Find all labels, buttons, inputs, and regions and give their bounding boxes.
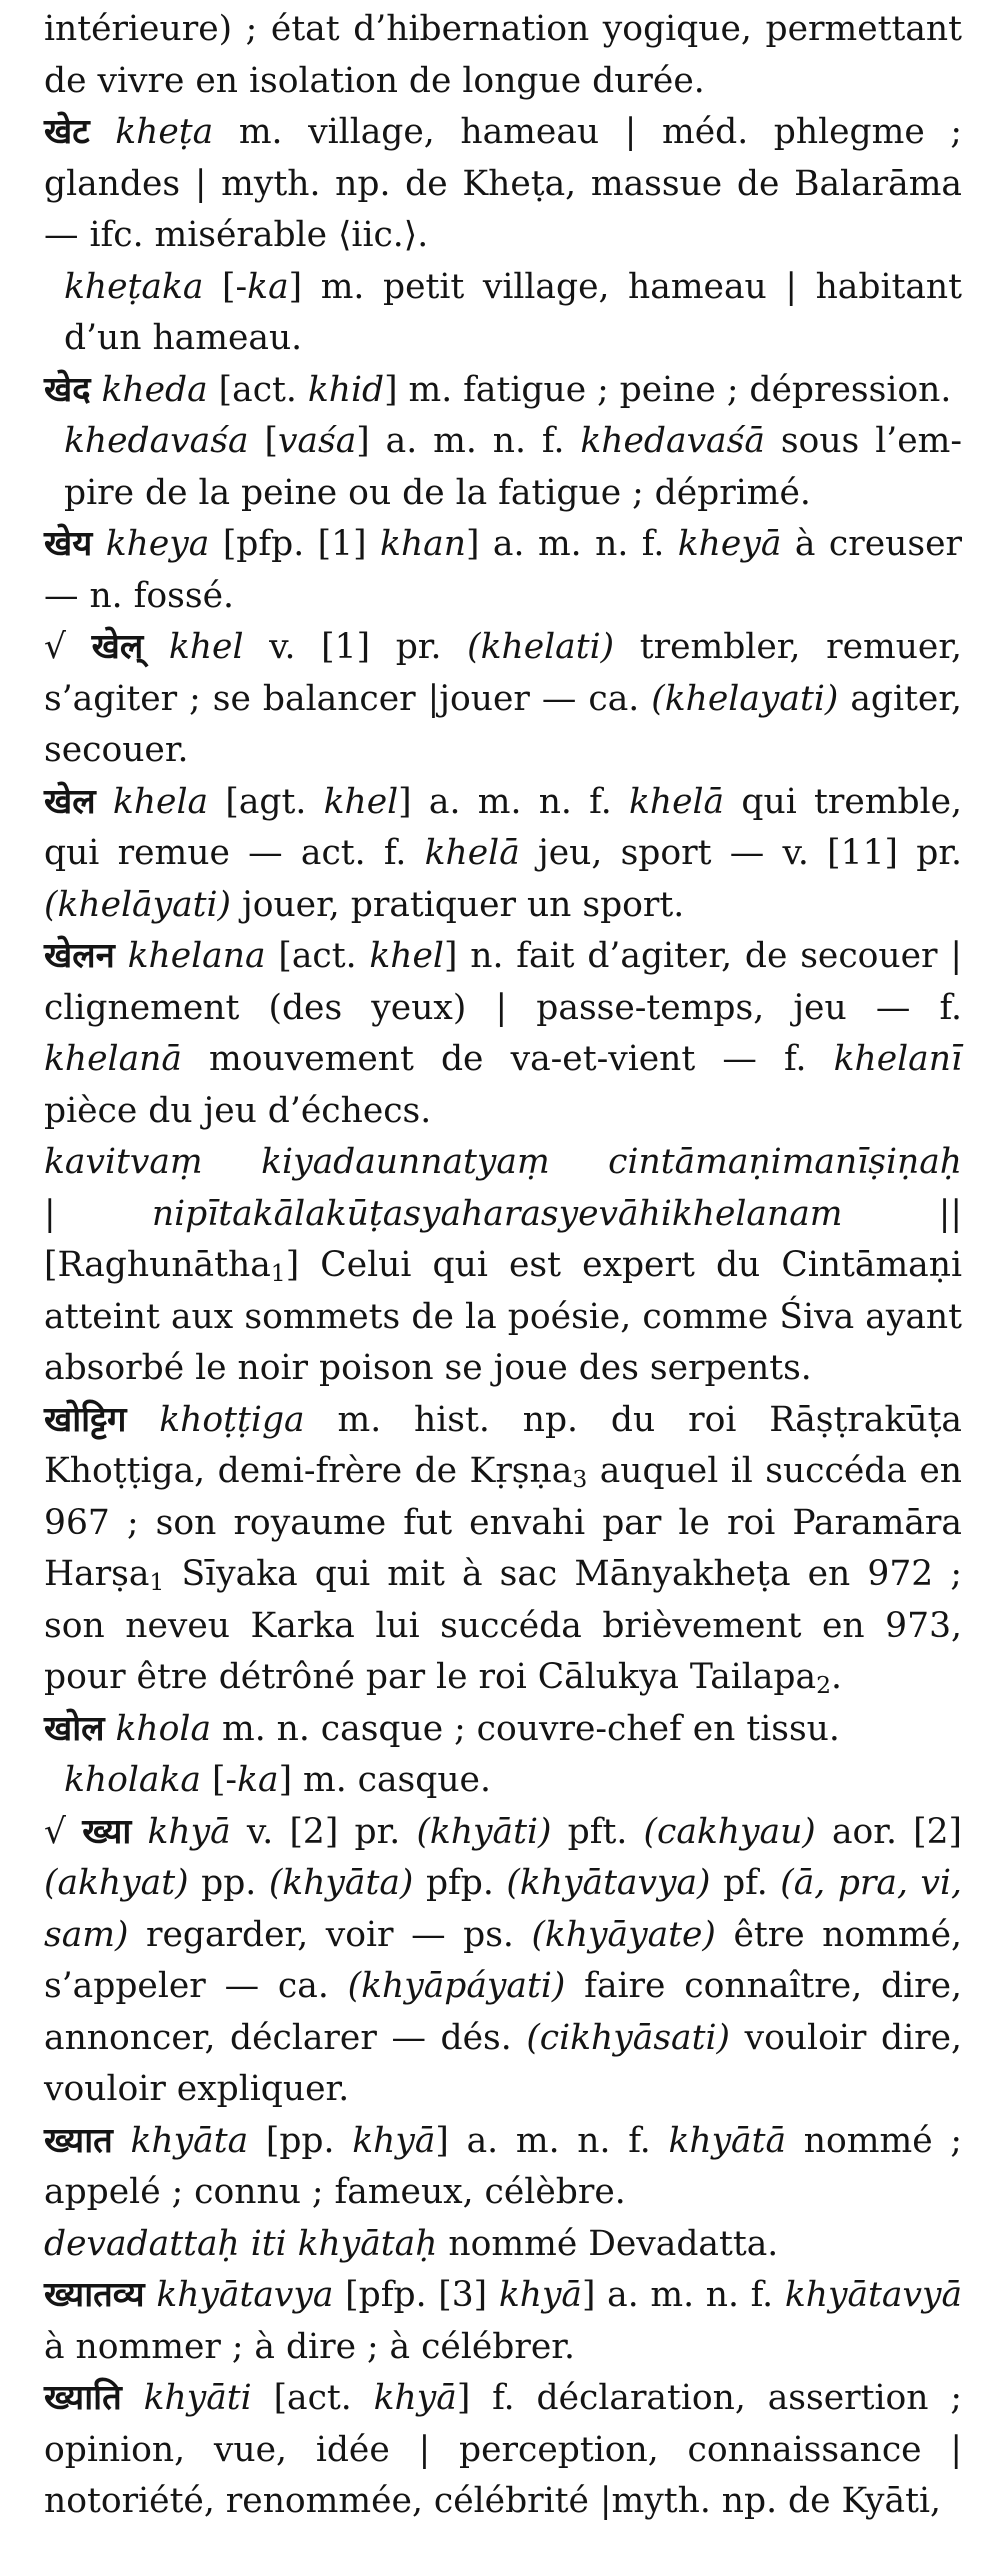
headword-devanagari: खेल् [91,627,144,667]
entry-text: à nommer ; à dire ; à célébrer. [44,2326,575,2367]
entry-kheta [44,107,962,262]
entry-text: pf. [710,1863,781,1903]
italic-term: khelanā [44,1039,182,1079]
entry-text: ] a. m. n. f. [356,421,581,461]
italic-term: (cakhyau) [643,1811,816,1852]
entry-khola [44,1704,962,1756]
entry-text: auquel il succéda en 967 ; son royaume fut envahi par le roi Paramāra Harṣa [44,1451,962,1594]
italic-term: kholaka [64,1760,201,1800]
headword-devanagari: खेल [44,781,96,822]
entry-text: pft. [551,1811,644,1852]
entry-text: √ [44,1811,83,1852]
entry-kheda [44,365,962,417]
entry-hibernation-cont [44,4,962,107]
entry-text: [pp. [248,2120,353,2161]
entry-text [143,627,169,667]
italic-term: khelanī [833,1039,962,1079]
italic-term: khyāti [143,2378,252,2418]
entry-text: m. village, hameau | méd. phlegme ; glandes | myth. np. de Kheṭa, massue de Balarāma — ifc. misérable ⟨iic.⟩. [44,112,962,255]
italic-term: (khyāti) [416,1811,552,1852]
entry-text: vouloir dire, vouloir expliquer. [44,2017,962,2109]
entry-text: qui tremble, qui remue — act. f. [44,781,963,873]
headword-devanagari: ख्यात [44,2120,113,2161]
subscript-index: 2 [816,1671,831,1700]
entry-text: aor. [2] [815,1811,963,1852]
entry-khel-root [44,622,962,777]
entries-section-2 [44,1395,962,2528]
entry-kholaka [44,1755,962,1807]
quote-line-2-text: nipītakālakūṭasyaharasyevāhikhelanam [151,1193,843,1234]
entry-khyata [44,2116,962,2219]
entry-text [131,1812,147,1852]
italic-term: khelā [628,781,725,822]
subscript-index: 1 [149,1568,165,1597]
italic-term: khelā [424,833,520,873]
italic-term: khedavaśā [580,421,765,461]
entry-text: Sīyaka qui mit à sac Mānyakheṭa en 972 ; son neveu Karka lui succéda brièvement en 973, pour être détrôné par le roi Cālukya Tailapa [44,1554,962,1697]
entry-text: ] n. fait d’agiter, de secouer | clignement (des yeux) | passe-temps, jeu — f. [44,936,962,1028]
italic-term: ka [247,266,289,307]
italic-term: (khelayati) [651,678,839,719]
entry-text: ] a. m. n. f. [582,2275,785,2315]
italic-term: khela [112,781,209,822]
italic-term: khyātavya [156,2275,334,2315]
entry-text [122,2378,144,2418]
italic-term: (cikhyāsati) [526,2017,730,2058]
italic-term: kheda [101,369,208,410]
italic-term: khyātā [668,2120,787,2161]
italic-term: khelana [127,936,266,976]
quote-bar: | [44,1193,56,1234]
entry-text: [act. [251,2378,374,2418]
entry-text: ] m. fatigue ; peine ; dépression. [384,369,952,410]
headword-devanagari: खेट [44,112,90,152]
entry-text [115,936,128,976]
entry-text: pfp. [413,1863,507,1903]
entry-text: ] a. m. n. f. [465,524,678,564]
italic-term: khyātavyā [784,2275,963,2315]
entry-text [91,370,102,410]
italic-term: kheṭa [115,112,214,152]
italic-term: khyā [373,2378,457,2418]
subscript-index: 3 [572,1465,588,1494]
entry-text: faire connaître, dire, annoncer, déclarer — dés. [44,1966,962,2058]
italic-term: khel [369,936,444,976]
entry-text: être nommé, s’appeler — ca. [44,1914,962,2006]
entry-text [92,524,106,564]
entry-khedavasa [44,416,962,519]
italic-term: (khyāyate) [531,1914,716,1955]
headword-devanagari: ख्या [82,1811,132,1852]
entry-text: v. [1] pr. [243,627,468,667]
headword-devanagari: खेय [44,524,93,564]
italic-term: (khelāyati) [44,884,232,925]
quote-line-2 [44,1189,962,1241]
entry-khetaka [44,262,962,365]
entry-text: v. [2] pr. [230,1811,417,1852]
entry-text: ] f. déclaration, assertion ; opinion, vue, idée | perception, connaissance | notoriété, renommée, célébrité |myth. np. de Kyāti, [44,2378,962,2521]
entry-kheya [44,519,962,622]
entry-text: trembler, remuer, s’agiter ; se balancer |jouer — ca. [44,627,963,719]
entry-text: [act. [265,936,370,976]
entry-text: pièce du jeu d’échecs. [44,1090,432,1131]
entry-text: pp. [188,1863,269,1903]
italic-term: khyā [147,1811,231,1852]
entry-text: nommé ; appelé ; connu ; fameux, célèbre. [44,2120,962,2212]
italic-term: khyā [352,2120,436,2161]
entry-text: ] a. m. n. f. [435,2120,669,2161]
headword-devanagari: ख्यातव्य [44,2275,145,2315]
entry-text: regarder, voir — ps. [128,1914,532,1955]
entry-text: mouvement de va-et-vient — f. [181,1039,834,1079]
italic-term: khyā [498,2275,582,2315]
entry-text: ] m. petit village, hameau | habitant d’un hameau. [64,266,962,358]
entry-text [145,2275,157,2315]
italic-term: (akhyat) [44,1863,189,1903]
entry-text [96,782,113,822]
italic-term: khoṭṭiga [159,1399,305,1440]
quote-line-1 [44,1137,962,1189]
headword-devanagari: खेद [44,369,91,410]
entry-text: [ [248,421,278,461]
entry-text: jouer, pratiquer un sport. [231,884,685,925]
italic-term: devadattaḥ iti khyātaḥ [44,2223,438,2264]
entry-text: ] a. m. n. f. [398,781,629,822]
italic-term: kheyā [677,524,782,564]
entry-text: jeu, sport — v. [11] pr. [519,833,962,873]
headword-devanagari: खोल [44,1708,105,1749]
headword-devanagari: खेलन [44,936,115,976]
entry-text: √ [44,627,92,667]
headword-devanagari: खोट्टिग [44,1399,127,1440]
entries-section-1 [44,4,962,1137]
italic-term: khid [307,369,385,410]
italic-term: vaśa [277,421,357,461]
quote-translation: [Raghunātha$_1$] Celui qui est expert du Cintāmaṇi atteint aux sommets de la poésie, comme Śiva ayant absorbé le noir poison se joue des serpents. [44,1245,962,1388]
entry-text: [- [200,1760,238,1800]
quote-source: Raghunātha [57,1245,271,1285]
entry-khela [44,777,962,932]
quote-translation-text: Celui qui est expert du Cintāmaṇi atteint aux sommets de la poésie, comme Śiva ayant absorbé le noir poison se joue des serpents. [44,1245,962,1388]
headword-devanagari: ख्याति [44,2378,122,2418]
entry-khyatavya [44,2270,962,2373]
entry-text [105,1709,116,1749]
entry-text [126,1400,159,1440]
italic-term: ka [237,1760,279,1800]
italic-term: (khelati) [467,627,615,667]
entry-text: . [830,1657,842,1697]
italic-term: khola [115,1708,212,1749]
entry-devadatta [44,2219,962,2271]
entry-text: [pfp. [3] [333,2275,499,2315]
entry-text: m. n. casque ; couvre-chef en tissu. [211,1708,840,1749]
entry-text [90,112,116,152]
entry-text: [- [203,266,248,307]
italic-term: khan [380,524,466,564]
entry-text: m. hist. np. du roi Rāṣṭrakūṭa Khoṭṭiga, demi-frère de Kṛṣṇa [44,1399,962,1491]
italic-term: kheṭaka [64,266,204,307]
entry-text: [agt. [208,781,324,822]
quote-double-bar: || [938,1193,962,1234]
quote-block [44,1137,962,1395]
entry-khyati [44,2373,962,2528]
italic-term: khyāta [130,2120,249,2161]
entry-text: intérieure) ; état d’hibernation yogique, permettant de vivre en isolation de longue durée. [44,9,962,101]
italic-term: kheya [105,524,210,564]
italic-term: (ā, pra, vi, sam) [44,1863,962,1955]
entry-text: [pfp. [1] [209,524,381,564]
entry-khottiga [44,1395,962,1704]
entry-khelana [44,931,962,1137]
entry-text: agiter, secouer. [44,678,962,770]
entry-text: ] m. casque. [278,1760,491,1800]
entry-text: nommé Devadatta. [437,2223,779,2264]
entry-text: à creuser — n. fossé. [44,524,962,616]
italic-term: khel [323,781,399,822]
italic-term: (khyāpáyati) [347,1966,566,2006]
entry-text: sous l’empire de la peine ou de la fatigue ; déprimé. [64,421,962,513]
italic-term: khel [168,627,244,667]
quote-line-1-text: kavitvaṃ kiyadaunnatyaṃ cintāmaṇimanīṣiṇaḥ [44,1142,962,1182]
italic-term: (khyāta) [268,1863,414,1903]
italic-term: khedavaśa [64,421,249,461]
entry-khya-root [44,1807,962,2116]
entry-text [113,2121,131,2161]
entry-text: [act. [207,369,308,410]
italic-term: (khyātavya) [506,1863,711,1903]
quote-source-index: 1 [270,1259,286,1288]
